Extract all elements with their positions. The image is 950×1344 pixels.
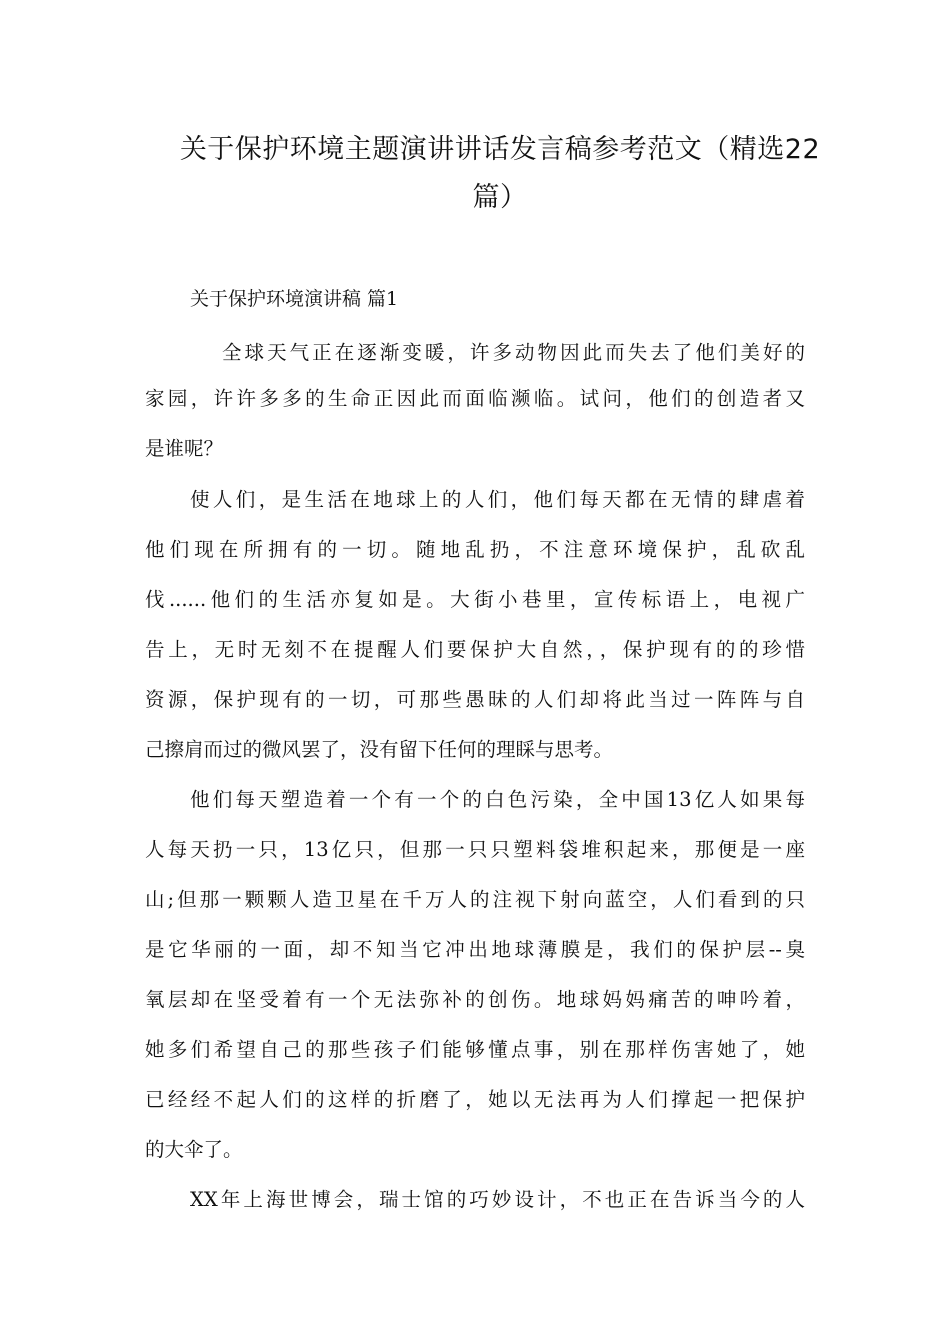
paragraph-2-line-2: 他们现在所拥有的一切。随地乱扔，不注意环境保护，乱砍乱 xyxy=(145,538,805,561)
paragraph-1-line-2: 家园，许许多多的生命正因此而面临濒临。试问，他们的创造者又 xyxy=(145,387,805,410)
title-line-2: 篇） xyxy=(472,182,528,213)
paragraph-3-line-4: 是它华丽的一面，却不知当它冲出地球薄膜是，我们的保护层--臭 xyxy=(145,938,805,961)
paragraph-3-line-7: 已经经不起人们的这样的折磨了，她以无法再为人们撑起一把保护 xyxy=(145,1088,805,1111)
paragraph-2-line-4: 告上，无时无刻不在提醒人们要保护大自然，，保护现有的的珍惜 xyxy=(145,638,805,661)
paragraph-2-line-6: 己擦肩而过的微风罢了，没有留下任何的理睬与思考。 xyxy=(145,738,614,761)
paragraph-3-line-8: 的大伞了。 xyxy=(145,1138,243,1161)
paragraph-2-line-3: 伐......他们的生活亦复如是。大街小巷里，宣传标语上，电视广 xyxy=(145,588,805,611)
section-heading: 关于保护环境演讲稿 篇1 xyxy=(190,288,399,310)
paragraph-3-line-5: 氧层却在坚受着有一个无法弥补的创伤。地球妈妈痛苦的呻吟着， xyxy=(145,988,805,1011)
title-line-1: 关于保护环境主题演讲讲话发言稿参考范文（精选22 xyxy=(179,134,821,165)
paragraph-2-line-5: 资源，保护现有的一切，可那些愚昧的人们却将此当过一阵阵与自 xyxy=(145,688,805,711)
paragraph-3-line-1: 他们每天塑造着一个有一个的白色污染，全中国13亿人如果每 xyxy=(190,788,805,811)
paragraph-2-line-1: 使人们，是生活在地球上的人们，他们每天都在无情的肆虐着 xyxy=(190,488,805,511)
paragraph-1-line-3: 是谁呢？ xyxy=(145,437,224,460)
paragraph-3-line-6: 她多们希望自己的那些孩子们能够懂点事，别在那样伤害她了，她 xyxy=(145,1038,805,1061)
paragraph-3-line-2: 人每天扔一只，13亿只，但那一只只塑料袋堆积起来，那便是一座 xyxy=(145,838,805,861)
paragraph-1-line-1: 全球天气正在逐渐变暖，许多动物因此而失去了他们美好的 xyxy=(222,341,805,364)
document-title xyxy=(140,126,860,222)
paragraph-4-line-1: XX年上海世博会，瑞士馆的巧妙设计，不也正在告诉当今的人 xyxy=(190,1188,805,1211)
paragraph-3-line-3: 山;但那一颗颗人造卫星在千万人的注视下射向蓝空，人们看到的只 xyxy=(145,888,805,911)
